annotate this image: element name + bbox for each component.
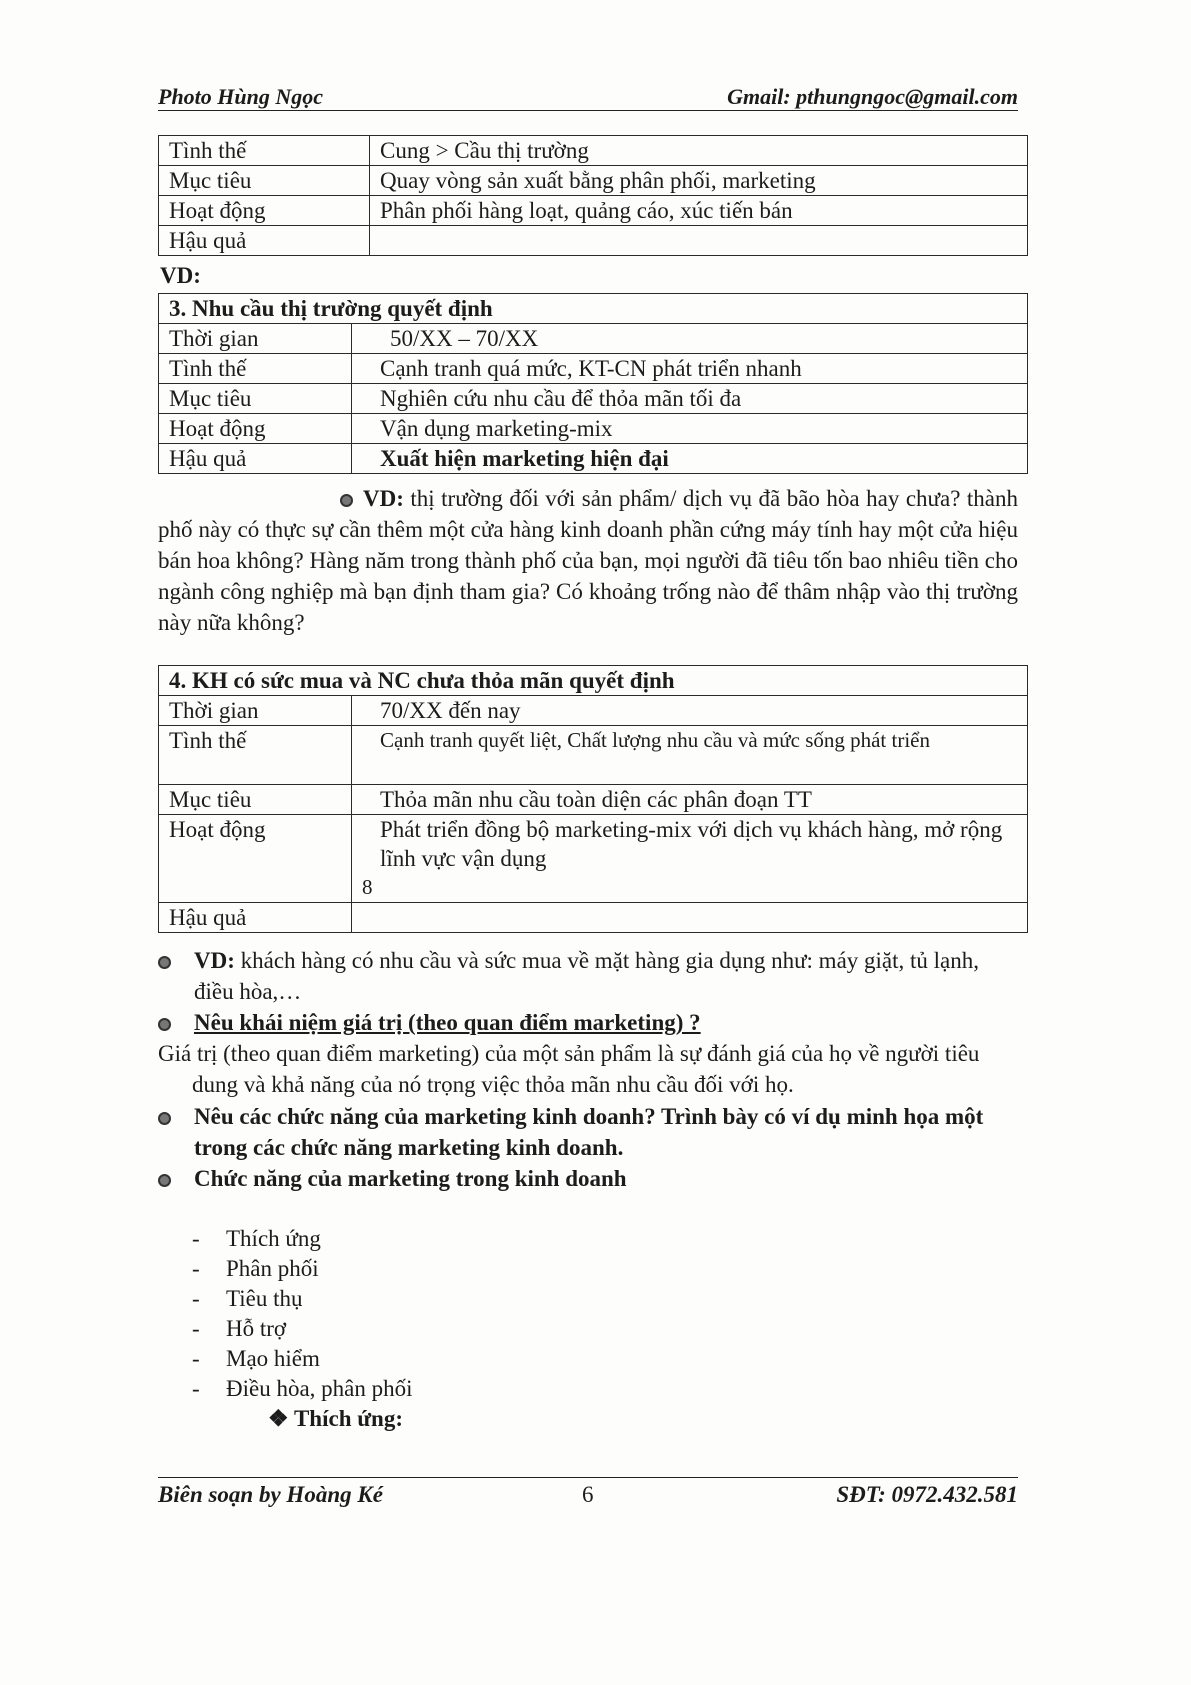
- list-item: - Hỗ trợ: [192, 1314, 413, 1344]
- table-row: [159, 384, 1028, 414]
- row-value: 70/XX đến nay: [352, 696, 1028, 726]
- example-text: thị trường đối với sản phẩm/ dịch vụ đã bão hòa hay chưa? thành phố này có thực sự cần thêm một cửa hàng kinh doanh phần cứng máy tính hay một cửa hiệu bán hoa không? Hàng năm trong thành phố của bạn, mọi người đã tiêu tốn bao nhiêu tiền cho ngành công nghiệp mà bạn định tham gia? Có khoảng trống nào để thâm nhập vào thị trường này nữa không?: [158, 486, 1019, 635]
- row-label: Hậu quả: [159, 444, 352, 474]
- table-row: [159, 903, 1028, 933]
- row-value: Xuất hiện marketing hiện đại: [352, 444, 1028, 474]
- table-row: [159, 354, 1028, 384]
- question-2: Nêu các chức năng của marketing kinh doanh? Trình bày có ví dụ minh họa một trong các chức năng marketing kinh doanh.: [194, 1104, 984, 1160]
- table-title: 3. Nhu cầu thị trường quyết định: [159, 294, 1028, 324]
- list-item: - Điều hòa, phân phối: [192, 1374, 413, 1404]
- row-label: Tình thế: [159, 726, 352, 785]
- table-row: [159, 136, 1028, 166]
- table-title: 4. KH có sức mua và NC chưa thỏa mãn quyết định: [159, 666, 1028, 696]
- bullet-q1: [158, 1007, 1018, 1038]
- table-row: [159, 324, 1028, 354]
- page-footer: [158, 1477, 1018, 1508]
- list-item: - Tiêu thụ: [192, 1284, 413, 1314]
- row-label: Tình thế: [159, 136, 370, 166]
- row-label: Mục tiêu: [159, 166, 370, 196]
- footer-left: Biên soạn by Hoàng Ké: [158, 1482, 383, 1507]
- list-item: - Mạo hiểm: [192, 1344, 413, 1374]
- row-label: Hoạt động: [159, 196, 370, 226]
- subheading-text: Thích ứng:: [293, 1406, 403, 1431]
- functions-list: [192, 1224, 413, 1404]
- question-3: Chức năng của marketing trong kinh doanh: [194, 1166, 627, 1191]
- row-label: Mục tiêu: [159, 785, 352, 815]
- example-paragraph: [158, 483, 1018, 638]
- table-row: [159, 166, 1028, 196]
- bullet-icon: [158, 956, 171, 969]
- bullet-icon: [340, 494, 353, 507]
- answer-1: Giá trị (theo quan điểm marketing) của một sản phẩm là sự đánh giá của họ về người tiêu dung và khả năng của nó trọng việc thỏa mãn nhu cầu đối với họ.: [158, 1041, 980, 1097]
- table-title-row: [159, 294, 1028, 324]
- row-label: Thời gian: [159, 696, 352, 726]
- row-value: Vận dụng marketing-mix: [352, 414, 1028, 444]
- row-value: Phân phối hàng loạt, quảng cáo, xúc tiến bán: [370, 196, 1028, 226]
- bullet-q2: [158, 1101, 1018, 1163]
- page-number: 6: [582, 1482, 594, 1507]
- table-row: [159, 785, 1028, 815]
- row-label: Hậu quả: [159, 903, 352, 933]
- table-row: [159, 196, 1028, 226]
- page-header: [158, 84, 1018, 111]
- question-1: Nêu khái niệm giá trị (theo quan điểm marketing) ?: [194, 1010, 701, 1035]
- row-value: [370, 226, 1028, 256]
- row-label: Mục tiêu: [159, 384, 352, 414]
- row-value: Cung > Cầu thị trường: [370, 136, 1028, 166]
- row-label: Tình thế: [159, 354, 352, 384]
- vd2-text: khách hàng có nhu cầu và sức mua về mặt hàng gia dụng như: máy giặt, tủ lạnh, điều hòa,…: [194, 948, 980, 1004]
- table-row: [159, 726, 1028, 785]
- row-value: Cạnh tranh quá mức, KT-CN phát triển nhanh: [352, 354, 1028, 384]
- table-row: [159, 226, 1028, 256]
- table-row: [159, 414, 1028, 444]
- row-value: Phát triển đồng bộ marketing-mix với dịch vụ khách hàng, mở rộng lĩnh vực vận dụng: [380, 817, 1003, 871]
- row-label: Thời gian: [159, 324, 352, 354]
- row-label: Hậu quả: [159, 226, 370, 256]
- table-era2: [158, 135, 1028, 256]
- row-value: [352, 903, 1028, 933]
- bullet-vd2: [158, 945, 1018, 1007]
- row-value: Thỏa mãn nhu cầu toàn diện các phân đoạn TT: [352, 785, 1028, 815]
- row-value: Nghiên cứu nhu cầu để thỏa mãn tối đa: [352, 384, 1028, 414]
- row-label: Hoạt động: [159, 414, 352, 444]
- header-left: Photo Hùng Ngọc: [158, 84, 324, 109]
- vd-label: VD:: [160, 263, 201, 288]
- diamond-bullet-icon: ❖: [268, 1406, 289, 1431]
- bullet-icon: [158, 1112, 171, 1125]
- bullet-q3: [158, 1163, 1018, 1194]
- table-title-row: [159, 666, 1028, 696]
- bullet-icon: [158, 1174, 171, 1187]
- stray-mark: 8: [362, 875, 373, 899]
- table-row: [159, 444, 1028, 474]
- vd2-label: VD:: [194, 948, 235, 973]
- row-value: 50/XX – 70/XX: [352, 324, 1028, 354]
- footer-right: SĐT: 0972.432.581: [836, 1482, 1018, 1507]
- subheading: [268, 1406, 403, 1432]
- table-row: [159, 815, 1028, 903]
- bullet-icon: [158, 1018, 171, 1031]
- list-item: - Thích ứng: [192, 1224, 413, 1254]
- table-era4: [158, 665, 1028, 933]
- list-item: - Phân phối: [192, 1254, 413, 1284]
- table-row: [159, 696, 1028, 726]
- example-label: VD:: [363, 486, 404, 511]
- table-era3: [158, 293, 1028, 474]
- row-value-cell: [352, 815, 1028, 903]
- row-value: Quay vòng sản xuất bằng phân phối, marketing: [370, 166, 1028, 196]
- header-right: Gmail: pthungngoc@gmail.com: [727, 84, 1018, 109]
- row-label: Hoạt động: [159, 815, 352, 903]
- row-value: Cạnh tranh quyết liệt, Chất lượng nhu cầu và mức sống phát triển: [352, 726, 1028, 785]
